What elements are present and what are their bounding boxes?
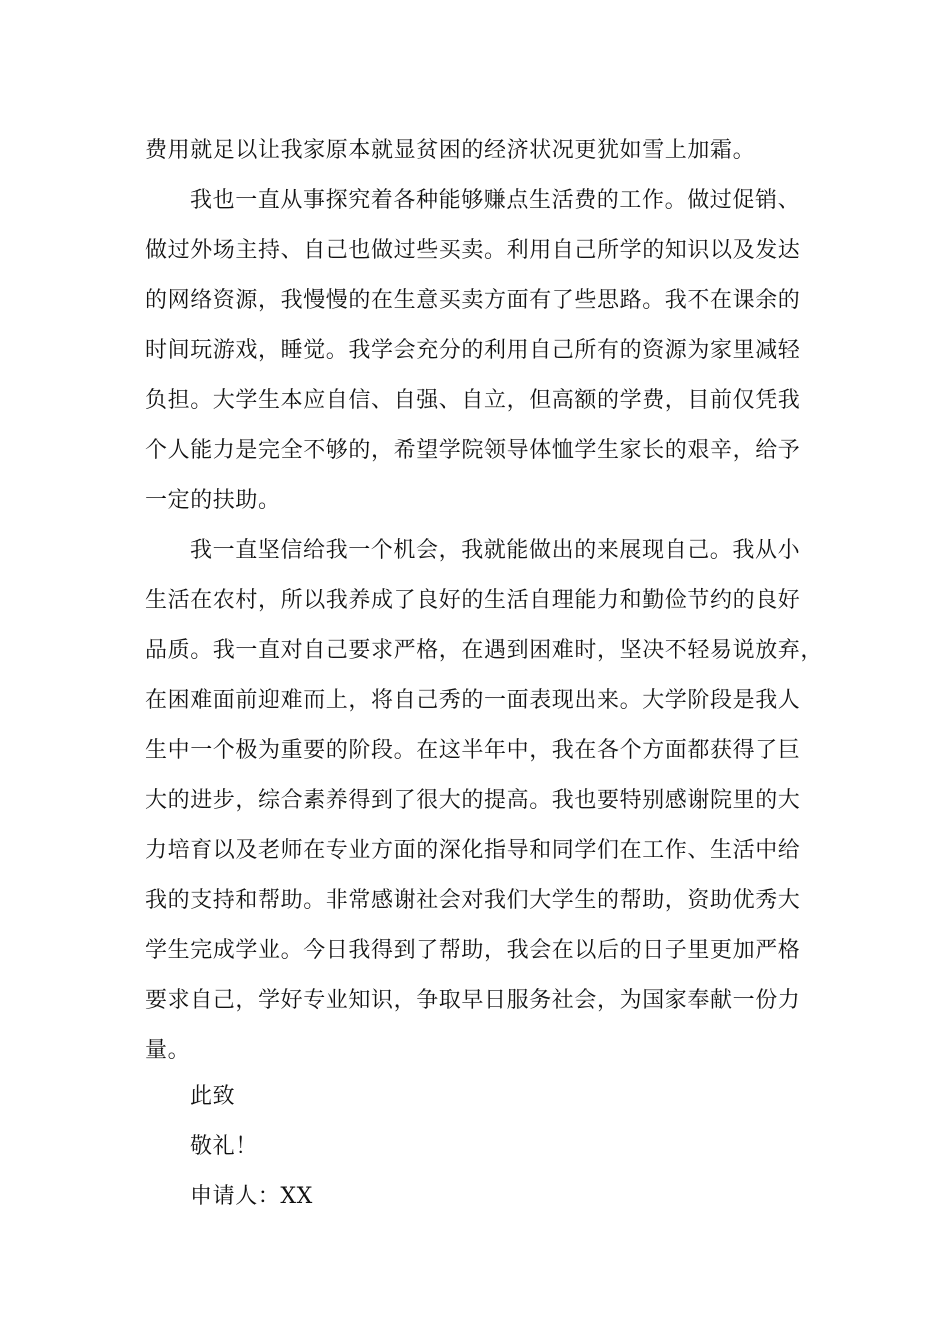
paragraph-line: 我的支持和帮助。非常感谢社会对我们大学生的帮助，资助优秀大 — [145, 888, 801, 913]
paragraph-line: 一定的扶助。 — [145, 488, 281, 513]
paragraph-line: 个人能力是完全不够的，希望学院领导体恤学生家长的艰辛，给予 — [145, 438, 801, 463]
paragraph-line: 学生完成学业。今日我得到了帮助，我会在以后的日子里更加严格 — [145, 938, 801, 963]
paragraph-line: 力培育以及老师在专业方面的深化指导和同学们在工作、生活中给 — [145, 838, 801, 863]
paragraph-line: 做过外场主持、自己也做过些买卖。利用自己所学的知识以及发达 — [145, 238, 801, 263]
paragraph-line: 量。 — [145, 1038, 191, 1063]
paragraph-line: 生中一个极为重要的阶段。在这半年中，我在各个方面都获得了巨 — [145, 738, 801, 763]
paragraph-line: 费用就足以让我家原本就显贫困的经济状况更犹如雪上加霜。 — [145, 138, 756, 163]
paragraph-line: 的网络资源，我慢慢的在生意买卖方面有了些思路。我不在课余的 — [145, 288, 801, 313]
paragraph-line: 时间玩游戏，睡觉。我学会充分的利用自己所有的资源为家里减轻 — [145, 338, 801, 363]
closing-regards: 敬礼！ — [190, 1134, 258, 1159]
paragraph-line: 要求自己，学好专业知识，争取早日服务社会，为国家奉献一份力 — [145, 988, 801, 1013]
paragraph-line: 我也一直从事探究着各种能够赚点生活费的工作。做过促销、 — [190, 188, 801, 213]
applicant-signature: 申请人：XX — [190, 1184, 313, 1209]
paragraph-line: 负担。大学生本应自信、自强、自立，但高额的学费，目前仅凭我 — [145, 388, 801, 413]
paragraph-line: 品质。我一直对自己要求严格，在遇到困难时，坚决不轻易说放弃， — [145, 638, 824, 663]
paragraph-line: 生活在农村，所以我养成了良好的生活自理能力和勤俭节约的良好 — [145, 588, 801, 613]
closing-salutation: 此致 — [190, 1084, 236, 1109]
paragraph-line: 大的进步，综合素养得到了很大的提高。我也要特别感谢院里的大 — [145, 788, 801, 813]
paragraph-line: 我一直坚信给我一个机会，我就能做出的来展现自己。我从小 — [190, 538, 801, 563]
paragraph-line: 在困难面前迎难而上，将自己秀的一面表现出来。大学阶段是我人 — [145, 688, 801, 713]
